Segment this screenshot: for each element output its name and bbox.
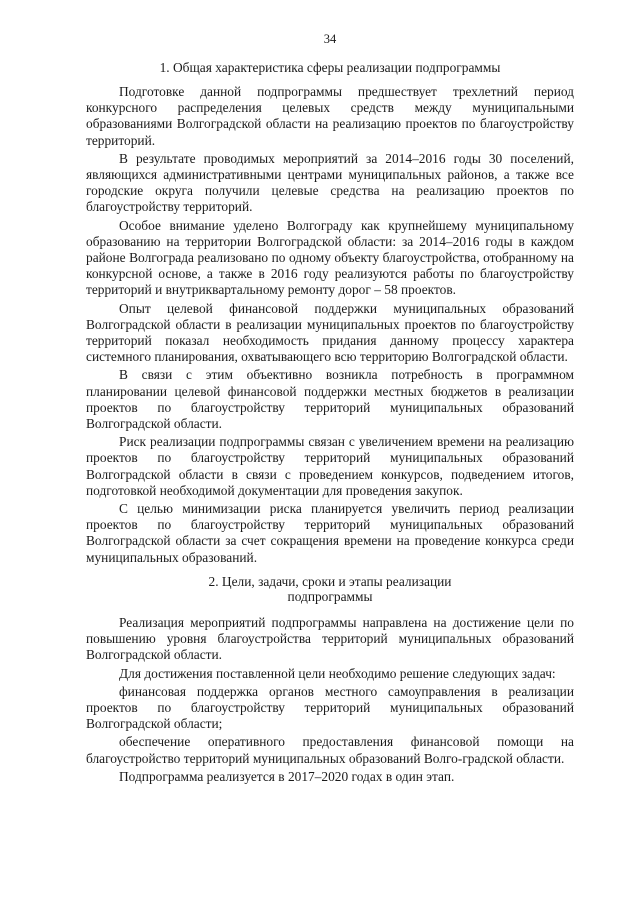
section-1-heading: 1. Общая характеристика сферы реализации подпрограммы — [159, 60, 501, 75]
paragraph: Риск реализации подпрограммы связан с увеличением времени на реализацию проектов по благоустройству территорий муниципальных образований Волгоградской области в связи с проведением конкурсов, подведением итогов, подготовкой необходимой документации для проведения закупок. — [86, 434, 574, 498]
task-item: обеспечение оперативного предоставления финансовой помощи на благоустройство территорий муниципальных образований Волго-градской области. — [86, 734, 574, 766]
paragraph: Опыт целевой финансовой поддержки муниципальных образований Волгоградской области в реализации муниципальных проектов по благоустройству территорий показал необходимость придания данному процессу характера системного планирования, охватывающего всю территорию Волгоградской области. — [86, 300, 574, 365]
paragraph: Подпрограмма реализуется в 2017–2020 годах в один этап. — [119, 768, 455, 784]
task-item: финансовая поддержка органов местного самоуправления в реализации проектов по благоустройству территорий муниципальных образований Волгоградской области; — [86, 683, 574, 732]
section-2-heading-line-2: подпрограммы — [287, 588, 373, 604]
paragraph: В связи с этим объективно возникла потребность в программном планировании целевой финансовой поддержки местных бюджетов в реализации проектов по благоустройству территорий муниципальных образований Волгоградской области. — [86, 367, 574, 432]
paragraph: Подготовке данной подпрограммы предшествует трехлетний период конкурсного распределения целевых средств между муниципальными образованиями Волгоградской области на реализацию проектов по благоустройству территорий. — [86, 84, 574, 148]
paragraph: Для достижения поставленной цели необходимо решение следующих задач: — [119, 665, 556, 681]
paragraph: Особое внимание уделено Волгограду как крупнейшему муниципальному образованию на территории Волгоградской области: за 2014–2016 годы в каждом районе Волгограда реализовано по одному объекту благоустройства, отобранному на конкурсной основе, а также в 2016 году реализуются работы по благоустройству территорий и внутриквартальному ремонту дорог – 58 проектов. — [86, 217, 574, 298]
paragraph: В результате проводимых мероприятий за 2014–2016 годы 30 поселений, являющихся административными центрами муниципальных районов, а также все городские округа получили целевые средства на реализацию проектов по благоустройству территорий. — [86, 150, 574, 215]
document-page — [86, 32, 574, 787]
paragraph: С целью минимизации риска планируется увеличить период реализации проектов по благоустройству территорий муниципальных образований Волгоградской области за счет сокращения времени на проведение конкурса среди муниципальных образований. — [86, 501, 574, 565]
section-2-heading — [86, 574, 574, 604]
paragraph: Реализация мероприятий подпрограммы направлена на достижение цели по повышению уровня благоустройства территорий муниципальных образований Волгоградской области. — [86, 614, 574, 663]
section-2-heading-line-1: 2. Цели, задачи, сроки и этапы реализации — [208, 573, 452, 589]
page-number: 34 — [323, 32, 337, 46]
